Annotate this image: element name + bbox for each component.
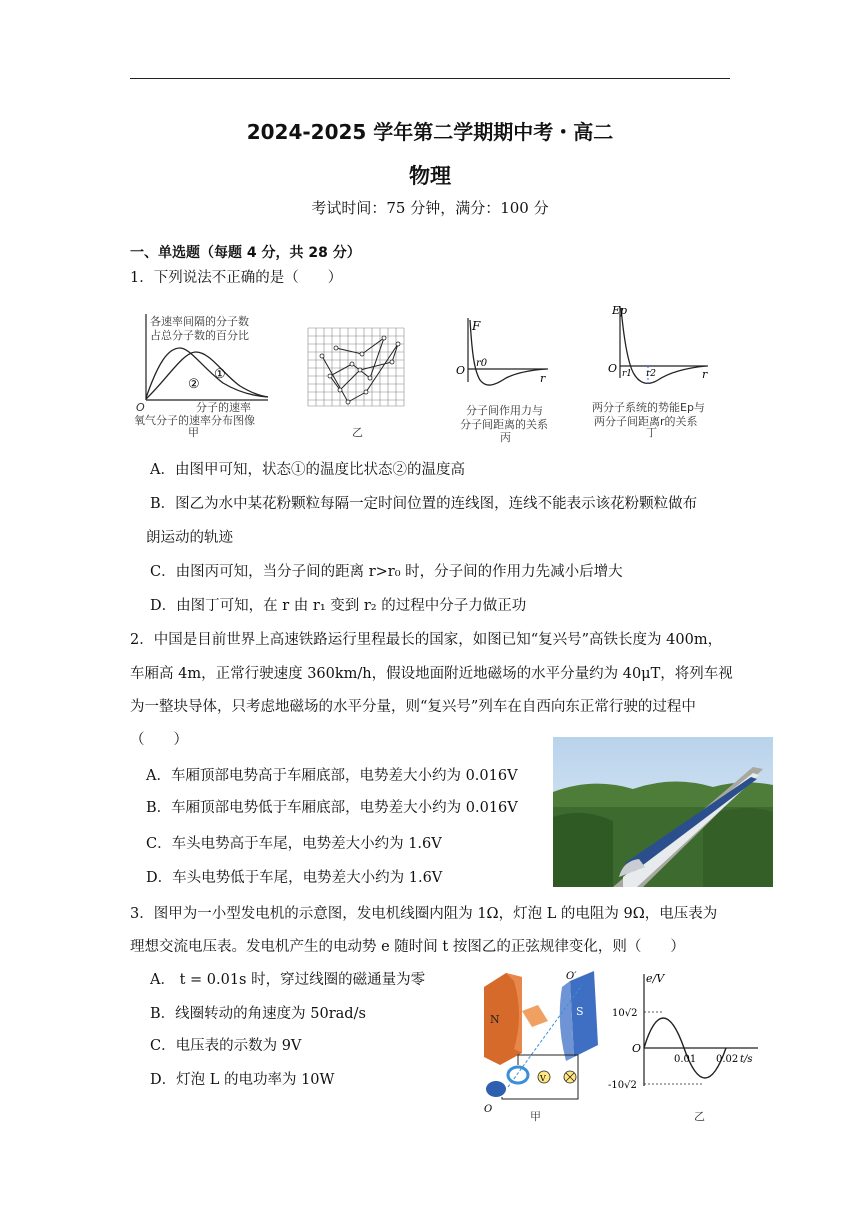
q3-fig-jia-name: 甲	[530, 1110, 541, 1123]
q1-jia-xlabel: 分子的速率	[196, 401, 251, 414]
q1-figure-ding	[590, 300, 730, 437]
q1-option-d: D．由图丁可知，在 r 由 r₁ 变到 r₂ 的过程中分子力做正功	[150, 598, 527, 614]
q1-option-b-line2: 朗运动的轨迹	[146, 530, 233, 546]
q3-sine-origin: O	[632, 1042, 642, 1055]
q2-option-c: C．车头电势高于车尾，电势差大小约为 1.6V	[146, 836, 442, 852]
subject-title: 物理	[409, 164, 451, 188]
q3-option-d: D．灯泡 L 的电功率为 10W	[150, 1072, 335, 1088]
q1-ding-xlabel: r	[702, 368, 708, 381]
header-rule	[130, 78, 730, 79]
q3-sine-ymax: 10√2	[612, 1008, 638, 1019]
q1-jia-label2: 占总分子数的百分比	[150, 329, 249, 342]
q3-stem-line2: 理想交流电压表。发电机产生的电动势 e 随时间 t 按图乙的正弦规律变化，则（ ）	[130, 939, 685, 955]
q2-stem-line4: （ ）	[130, 732, 188, 748]
q1-bing-caption1: 分子间作用力与	[466, 404, 543, 417]
q1-bing-ylabel: F	[472, 319, 481, 333]
q1-option-a: A．由图甲可知，状态①的温度比状态②的温度高	[150, 462, 465, 478]
q2-stem-line2: 车厢高 4m，正常行驶速度 360km/h，假设地面附近地磁场的水平分量约为 40μT，将列车视	[130, 666, 733, 682]
q3-sine-t1: 0.01	[674, 1054, 697, 1065]
q1-jia-name: 甲	[188, 426, 199, 439]
q3-option-b: B．线圈转动的角速度为 50rad/s	[150, 1006, 366, 1022]
q1-stem: 1．下列说法不正确的是（ ）	[130, 270, 343, 286]
q1-ding-ylabel: Ep	[612, 304, 628, 317]
q2-train-photo	[553, 737, 773, 887]
q1-bing-r0: r0	[476, 358, 488, 369]
section-title: 一、单选题（每题 4 分，共 28 分）	[130, 245, 361, 261]
q3-generator-figure	[478, 965, 608, 1125]
q3-magnet-s: S	[576, 1005, 584, 1018]
q1-ding-r2: r2	[646, 369, 657, 379]
q3-axis-o: O	[484, 1104, 493, 1115]
q3-fig-yi-name: 乙	[694, 1110, 705, 1123]
q1-ding-origin: O	[608, 362, 618, 375]
q3-stem-line1: 3．图甲为一小型发电机的示意图，发电机线圈内阻为 1Ω，灯泡 L 的电阻为 9Ω，电压表为	[130, 906, 718, 922]
q3-voltmeter-label: V	[540, 1074, 546, 1083]
q1-bing-name: 丙	[500, 431, 511, 444]
q1-ding-caption1: 两分子系统的势能Ep与	[592, 401, 705, 414]
q1-figure-yi	[300, 322, 420, 437]
q2-option-d: D．车头电势低于车尾，电势差大小约为 1.6V	[146, 870, 443, 886]
q1-bing-xlabel: r	[540, 372, 546, 385]
q1-jia-curve2: ②	[188, 377, 200, 392]
q1-jia-caption: 氧气分子的速率分布图像	[134, 414, 255, 427]
q3-sine-t2: 0.02	[716, 1054, 739, 1065]
q3-axis-oprime: O′	[566, 971, 577, 982]
q1-ding-caption2: 两分子间距离r的关系	[594, 415, 698, 428]
q3-sine-ymin: -10√2	[608, 1080, 637, 1091]
q3-sine-ylabel: e/V	[646, 972, 665, 985]
q2-option-b: B．车厢顶部电势低于车厢底部，电势差大小约为 0.016V	[146, 800, 518, 816]
q3-sine-figure	[608, 968, 768, 1128]
q1-ding-r1: r1	[622, 369, 633, 379]
q3-option-c: C．电压表的示数为 9V	[150, 1038, 302, 1054]
q1-jia-origin: O	[136, 401, 145, 414]
q2-stem-line1: 2．中国是目前世界上高速铁路运行里程最长的国家，如图已知“复兴号”高铁长度为 400m，	[130, 632, 723, 648]
q3-sine-xlabel: t/s	[740, 1054, 753, 1065]
q3-magnet-n: N	[490, 1013, 500, 1026]
q1-figure-jia	[128, 308, 278, 439]
q1-yi-name: 乙	[352, 426, 363, 439]
exam-title: 2024-2025 学年第二学期期中考・高二	[246, 120, 614, 144]
exam-info: 考试时间：75 分钟，满分：100 分	[311, 199, 549, 217]
q2-stem-line3: 为一整块导体，只考虑地磁场的水平分量，则“复兴号”列车在自西向东正常行驶的过程中	[130, 699, 696, 715]
q1-jia-curve1: ①	[214, 367, 226, 382]
q3-option-a: A． t = 0.01s 时，穿过线圈的磁通量为零	[150, 972, 426, 988]
q1-jia-label1: 各速率间隔的分子数	[150, 315, 249, 328]
q1-bing-origin: O	[456, 364, 466, 377]
q1-ding-name: 丁	[646, 426, 657, 439]
q1-figure-bing	[448, 312, 568, 444]
q1-option-b-line1: B．图乙为水中某花粉颗粒每隔一定时间位置的连线图，连线不能表示该花粉颗粒做布	[150, 496, 698, 512]
q2-option-a: A．车厢顶部电势高于车厢底部，电势差大小约为 0.016V	[146, 768, 518, 784]
q1-bing-caption2: 分子间距离的关系	[460, 418, 548, 431]
q1-option-c: C．由图丙可知，当分子间的距离 r>r₀ 时，分子间的作用力先减小后增大	[150, 564, 623, 580]
